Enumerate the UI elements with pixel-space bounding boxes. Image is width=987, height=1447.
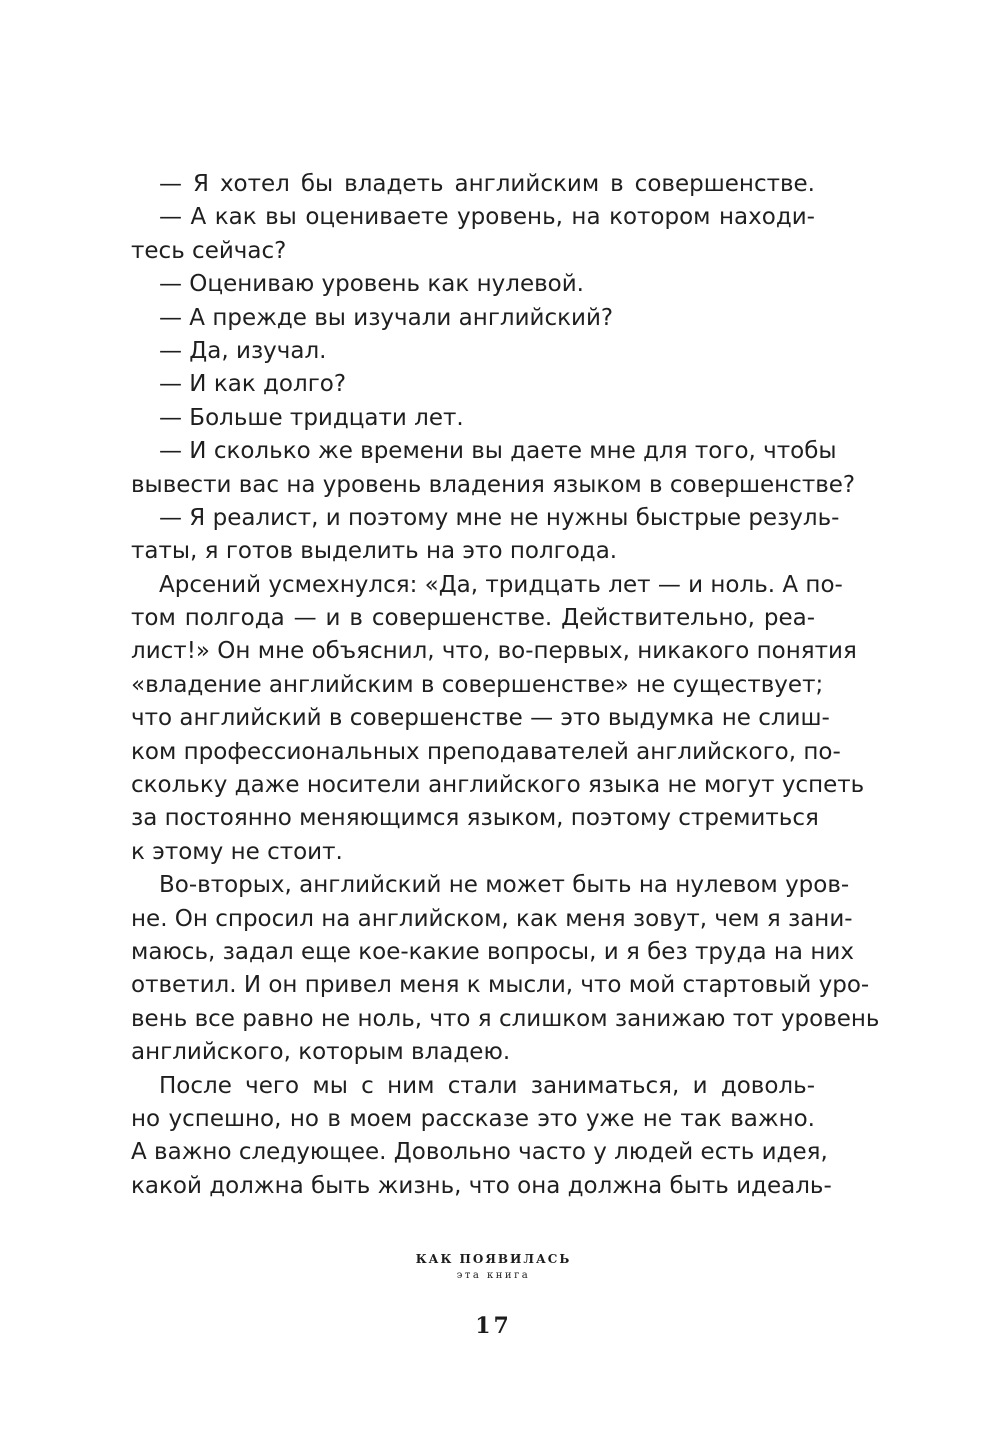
- text-line-16: «владение английским в совершенстве» не существует;: [131, 671, 824, 698]
- text-line-2: — А как вы оцениваете уровень, на котором находи-: [159, 204, 815, 231]
- text-line-14: том полгода — и в совершенстве. Действительно, реа-: [131, 605, 815, 632]
- text-line-20: за постоянно меняющимся языком, поэтому стремиться: [131, 805, 819, 832]
- body-text: [131, 168, 880, 1203]
- text-line-11: — Я реалист, и поэтому мне не нужны быстрые резуль-: [159, 504, 840, 531]
- text-line-26: вень все равно не ноль, что я слишком занижаю тот уровень: [131, 1005, 880, 1032]
- text-line-21: к этому не стоит.: [131, 838, 343, 865]
- text-line-9: — И сколько же времени вы даете мне для того, чтобы: [159, 438, 837, 465]
- text-line-23: не. Он спросил на английском, как меня зовут, чем я зани-: [131, 905, 853, 932]
- text-line-7: — И как долго?: [159, 371, 347, 398]
- text-line-12: таты, я готов выделить на это полгода.: [131, 538, 618, 565]
- text-line-30: А важно следующее. Довольно часто у людей есть идея,: [131, 1139, 828, 1166]
- running-subtitle: эта книга: [456, 1270, 531, 1281]
- text-line-13: Арсений усмехнулся: «Да, тридцать лет — и ноль. А по-: [159, 571, 843, 598]
- running-title: КАК ПОЯВИЛАСЬ: [415, 1252, 572, 1266]
- text-line-15: лист!» Он мне объяснил, что, во-первых, никакого понятия: [131, 638, 857, 665]
- text-line-31: какой должна быть жизнь, что она должна быть идеаль-: [131, 1172, 832, 1199]
- text-line-29: но успешно, но в моем рассказе это уже не так важно.: [131, 1105, 815, 1132]
- text-line-8: — Больше тридцати лет.: [159, 404, 464, 431]
- text-line-25: ответил. И он привел меня к мысли, что мой стартовый уро-: [131, 972, 870, 999]
- text-line-19: скольку даже носители английского языка не могут успеть: [131, 772, 865, 799]
- text-line-5: — А прежде вы изучали английский?: [159, 304, 614, 331]
- text-line-3: тесь сейчас?: [131, 237, 287, 264]
- text-line-17: что английский в совершенстве — это выдумка не слиш-: [131, 705, 830, 732]
- text-line-10: вывести вас на уровень владения языком в совершенстве?: [131, 471, 856, 498]
- text-line-22: Во-вторых, английский не может быть на нулевом уров-: [159, 872, 850, 899]
- text-line-28: После чего мы с ним стали заниматься, и доволь-: [159, 1072, 815, 1099]
- text-line-18: ком профессиональных преподавателей английского, по-: [131, 738, 841, 765]
- text-line-4: — Оцениваю уровень как нулевой.: [159, 271, 584, 298]
- page-number: 17: [475, 1313, 512, 1339]
- text-line-24: маюсь, задал еще кое-какие вопросы, и я без труда на них: [131, 938, 854, 965]
- text-line-27: английского, которым владею.: [131, 1039, 511, 1066]
- text-line-1: — Я хотел бы владеть английским в совершенстве.: [159, 171, 815, 197]
- text-line-6: — Да, изучал.: [159, 337, 327, 364]
